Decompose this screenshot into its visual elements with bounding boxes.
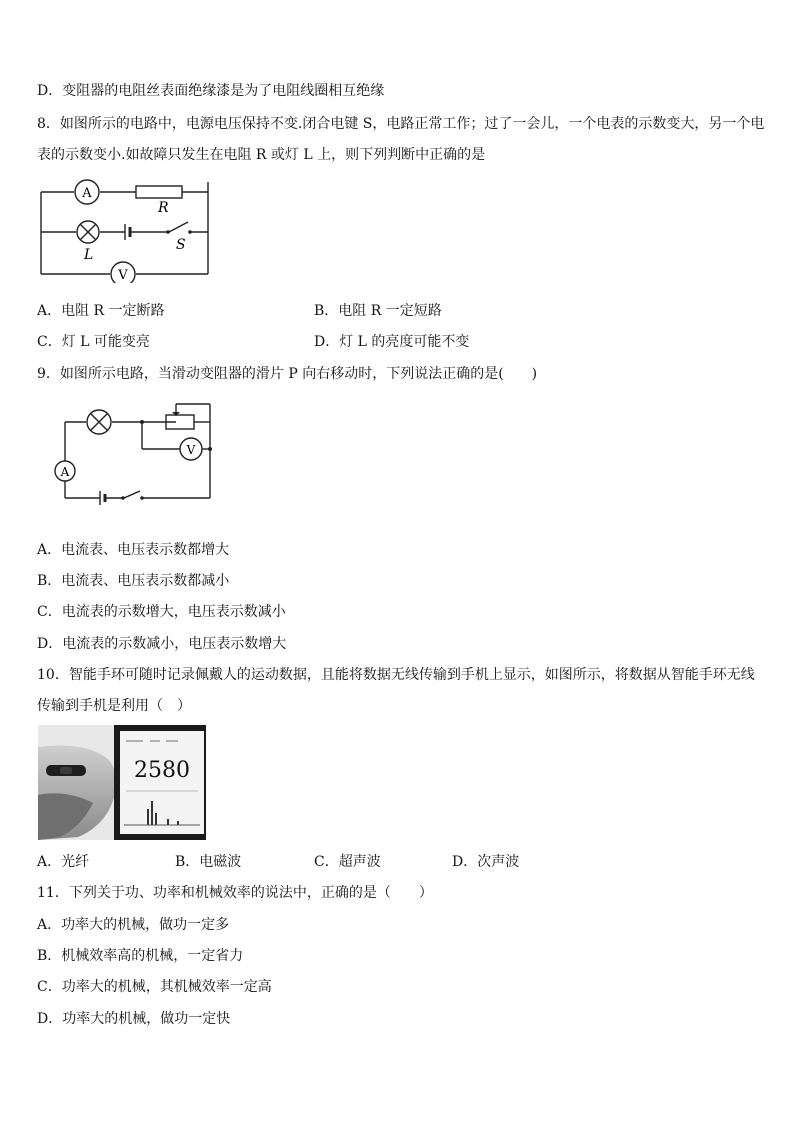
q10-option-a: A．光纤 [37, 854, 90, 870]
q10-photo-illustration [38, 725, 206, 840]
q8-stem-line1: 8．如图所示的电路中，电源电压保持不变.闭合电键 S，电路正常工作；过了一会儿，一个电表的示数变大，另一个电 [37, 116, 765, 132]
q10-option-c: C．超声波 [314, 854, 381, 870]
q10-stem-line1: 10．智能手环可随时记录佩戴人的运动数据，且能将数据无线传输到手机上显示，如图所示，将数据从智能手环无线 [37, 667, 755, 683]
q9-switch-symbol [124, 491, 140, 498]
q7-option-d: D．变阻器的电阻丝表面绝缘漆是为了电阻线圈相互绝缘 [37, 83, 385, 99]
q8-resistor-label: R [158, 200, 169, 216]
q11-option-b: B．机械效率高的机械，一定省力 [37, 948, 244, 964]
q8-option-c: C．灯 L 可能变亮 [37, 334, 150, 350]
q9-voltmeter-label: V [186, 443, 196, 457]
q9-option-c: C．电流表的示数增大，电压表示数减小 [37, 604, 286, 620]
q8-stem-line2: 表的示数变小.如故障只发生在电阻 R 或灯 L 上，则下列判断中正确的是 [37, 147, 486, 163]
q9-circuit-diagram [50, 398, 215, 506]
phone-step-count: 2580 [134, 758, 190, 783]
q8-ammeter-label: A [82, 186, 92, 201]
q9-option-a: A．电流表、电压表示数都增大 [37, 542, 230, 558]
q8-circuit-diagram [38, 178, 213, 283]
q8-option-d: D．灯 L 的亮度可能不变 [314, 334, 470, 350]
q10-option-b: B．电磁波 [175, 854, 242, 870]
q10-photo-wristband-phone [38, 725, 206, 840]
q8-voltmeter-label: V [118, 268, 128, 283]
q11-option-d: D．功率大的机械，做功一定快 [37, 1011, 231, 1027]
q11-option-c: C．功率大的机械，其机械效率一定高 [37, 979, 272, 995]
q10-stem-line2: 传输到手机是利用（ ） [37, 698, 191, 714]
q8-switch-symbol [169, 222, 188, 232]
q8-lamp-label: L [84, 247, 94, 263]
q9-option-d: D．电流表的示数减小，电压表示数增大 [37, 636, 287, 652]
q11-option-a: A．功率大的机械，做功一定多 [37, 917, 230, 933]
q9-option-b: B．电流表、电压表示数都减小 [37, 573, 230, 589]
q8-option-a: A．电阻 R 一定断路 [37, 303, 165, 319]
q11-stem: 11．下列关于功、功率和机械效率的说法中，正确的是（ ） [37, 885, 433, 901]
q10-option-d: D．次声波 [452, 854, 520, 870]
q8-resistor-symbol [136, 186, 182, 198]
q9-ammeter-label: A [60, 465, 70, 479]
q8-switch-label: S [176, 237, 186, 253]
q9-stem: 9．如图所示电路，当滑动变阻器的滑片 P 向右移动时，下列说法正确的是( ) [37, 366, 538, 382]
q8-option-b: B．电阻 R 一定短路 [314, 303, 442, 319]
